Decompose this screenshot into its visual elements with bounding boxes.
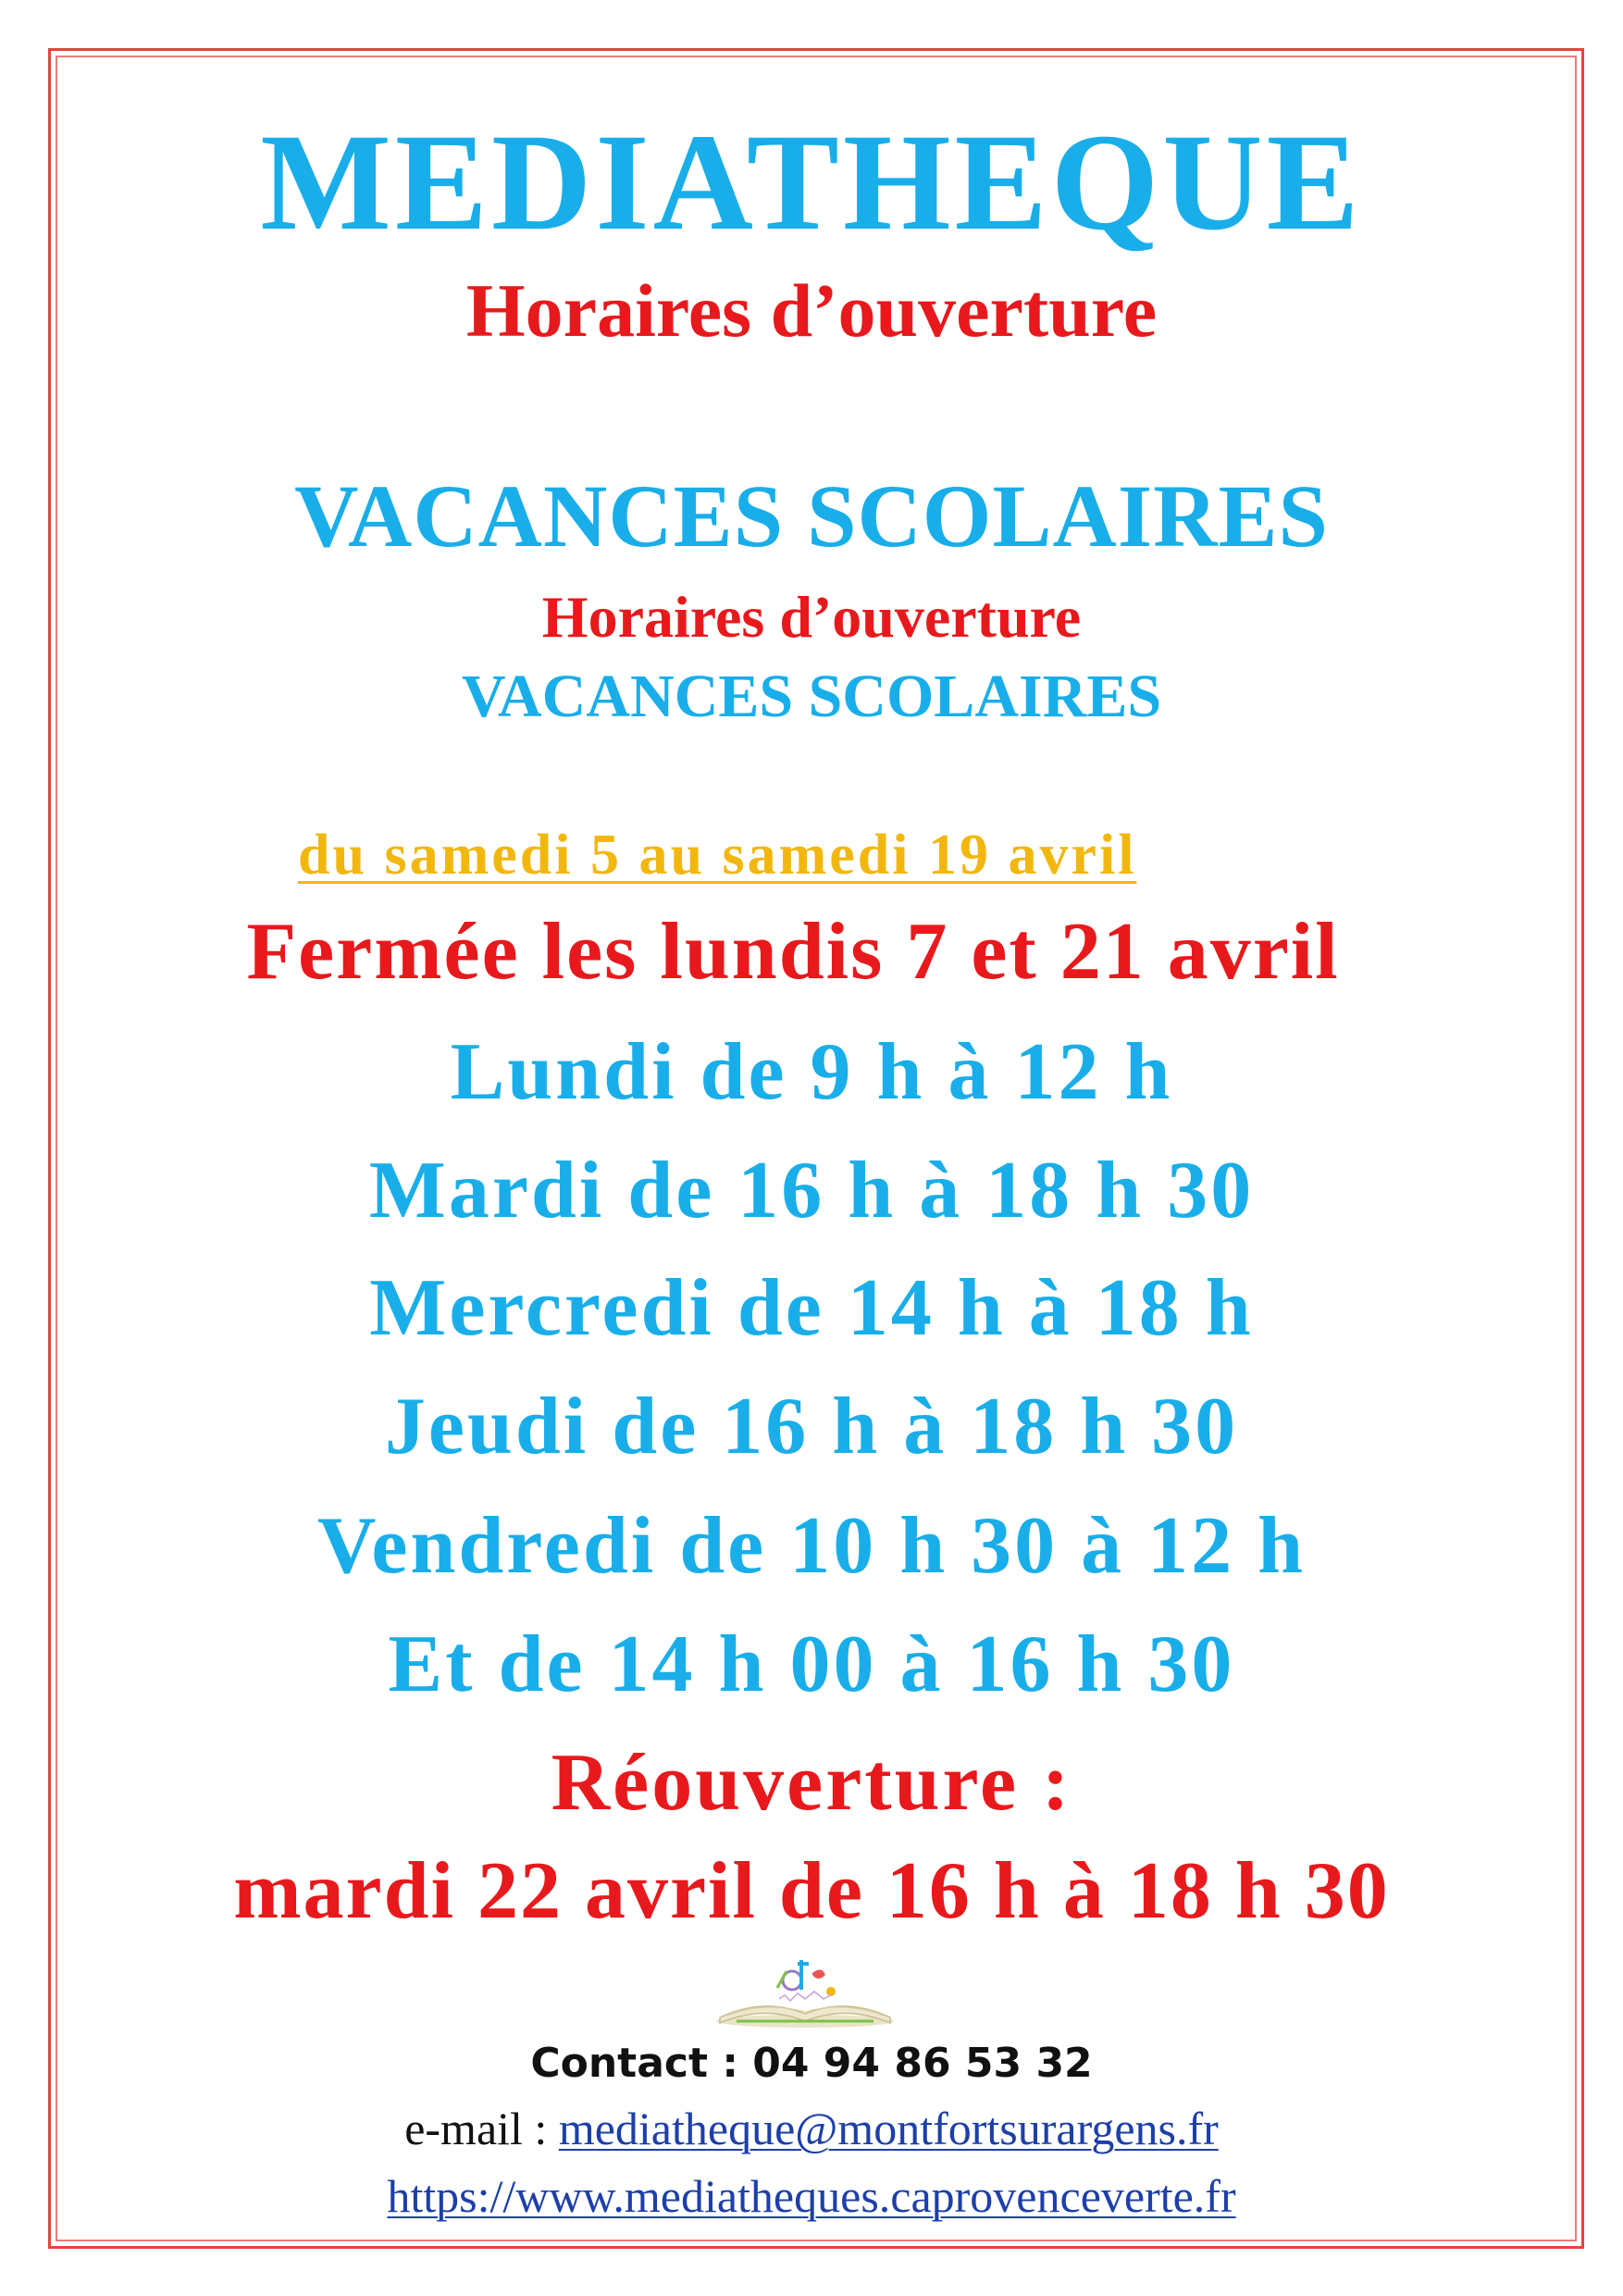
schedule-tuesday: Mardi de 16 h à 18 h 30 <box>368 1146 1255 1235</box>
schedule-monday: Lundi de 9 h à 12 h <box>450 1027 1173 1117</box>
schedule-wednesday: Mercredi de 14 h à 18 h <box>369 1263 1254 1353</box>
page-title: MEDIATHEQUE <box>260 105 1363 259</box>
open-book-logo-icon <box>712 1943 898 2031</box>
schedule-friday-afternoon: Et de 14 h 00 à 16 h 30 <box>388 1620 1235 1709</box>
vacation-period: du samedi 5 au samedi 19 avril <box>298 824 1137 887</box>
email-link[interactable]: mediatheque@montfortsurargens.fr <box>558 2103 1219 2154</box>
email-line <box>0 2105 1623 2152</box>
vacation-subheading: Horaires d’ouverture <box>541 584 1082 650</box>
website-link[interactable]: https://www.mediatheques.caprovenceverte.fr <box>387 2170 1236 2222</box>
email-label: e-mail : <box>404 2103 559 2154</box>
contact-phone: Contact : 04 94 86 53 32 <box>530 2040 1093 2087</box>
reopening-detail: mardi 22 avril de 16 h à 18 h 30 <box>233 1846 1390 1936</box>
website-line <box>0 2170 1623 2222</box>
reopening-label: Réouverture : <box>551 1738 1072 1828</box>
closed-notice: Fermée les lundis 7 et 21 avril <box>246 907 1340 997</box>
schedule-friday: Vendredi de 10 h 30 à 12 h <box>316 1501 1307 1591</box>
page-subtitle: Horaires d’ouverture <box>465 268 1158 353</box>
vacation-heading-small: VACANCES SCOLAIRES <box>461 663 1162 730</box>
vacation-heading: VACANCES SCOLAIRES <box>294 466 1329 565</box>
schedule-thursday: Jeudi de 16 h à 18 h 30 <box>384 1382 1239 1471</box>
